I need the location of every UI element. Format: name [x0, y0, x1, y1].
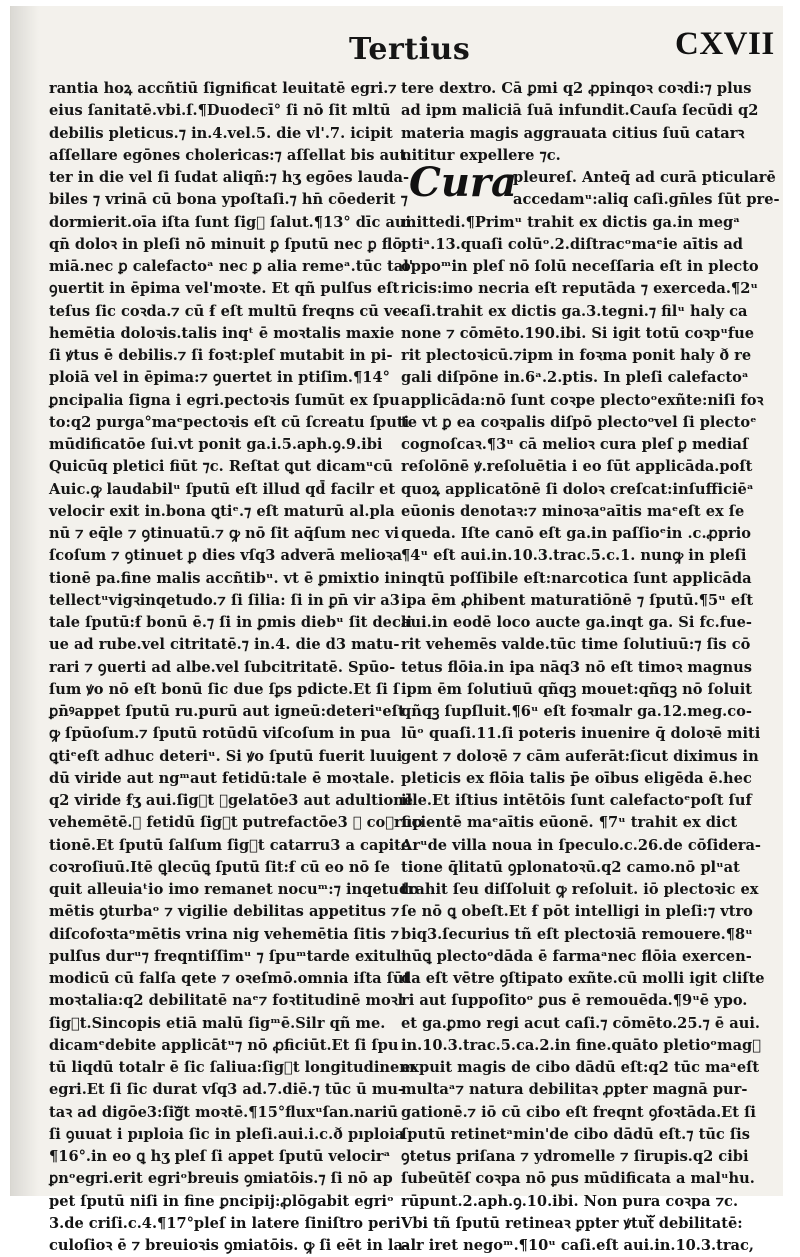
- right-column-line: ficientē maᵉaītis eūonē. ¶7ᵘ trahit ex dict: [401, 814, 738, 832]
- left-column-line: Quicūq pletici fiūt ⁊c. Reſtat ꝗut dicamᵘcū: [49, 458, 393, 476]
- right-column-line: materia magis aggrauata citius ſuū catarꝛ: [401, 124, 745, 142]
- right-column-line: nititur expellere ⁊c.: [401, 146, 561, 164]
- left-column-line: eius ſanitatē.vbi.ſ.¶Duodecī° ſi nō ſit mltū: [49, 102, 391, 120]
- left-column-line: quit alleuiaᵗio imo remanet nocuᵐ:⁊ inqetudo: [49, 881, 419, 898]
- right-column-line: multaᵃ⁊ natura debilitaꝛ ꝓpter magnā pur-: [401, 1081, 748, 1099]
- left-column-line: hemētia doloꝛis.talis inqᵗ ē moꝛtalis maxie: [49, 324, 395, 342]
- right-column-line: ſputū retinetᵃmin'de cibo dādū eſt.⁊ tūc ſis: [401, 1125, 750, 1143]
- left-column-line: aſſellare egōnes cholericas:⁊ aſſellat bis aut: [49, 146, 407, 164]
- right-column-line: mittedi.¶Primᵘ trahit ex dictis ga.in megᵃ: [401, 213, 741, 231]
- left-column-line: dormierit.oīa iſta ſunt ſigᷓ ſalut.¶13° dīc aui.: [49, 213, 417, 231]
- left-column-line: ꝯuertit in ēpima vel'moꝛte. Et qñ pulſus eſt: [49, 280, 400, 298]
- right-column-line: gationē.⁊ iō cū cibo eſt freqnt ꝯfoꝛtāda.Et ſi: [401, 1103, 756, 1121]
- right-column-line: te vt ꝑ ea coꝛpalis diſpō plectoᵒvel ſi plectoᵉ: [401, 413, 757, 431]
- right-column-line: cognoſcaꝛ.¶3ᵘ cā melioꝛ cura pleſ ꝑ mediaſ: [401, 436, 749, 453]
- right-column-line: ꝯtetus priſana ⁊ ydromelle ⁊ ſirupis.q2 cibi: [401, 1148, 749, 1165]
- book-page: [10, 6, 783, 1254]
- right-column-line: nūꝗ plectoᵒdāda ē farmaᵃnec flōia exercen-: [401, 947, 752, 965]
- right-column-line: accedamᵘ:aliq caſi.gn̄les ſūt pre-: [513, 191, 780, 209]
- left-column-line: rari ⁊ ꝯuerti ad albe.vel ſubcitritatē. Spūo-: [49, 658, 396, 676]
- right-column-line: expuit magis de cibo dādū eſt:q2 tūc maᵃeſt: [401, 1059, 760, 1076]
- right-column-line: qñqꝫ ſupſluit.¶6ᵘ eſt foꝛmalr ga.12.meg.co-: [401, 703, 752, 720]
- right-column-line: da eſt vētre ꝯſtipato exñte.cū molli igit cliſte: [401, 970, 765, 987]
- right-column-line: tetus flōia.in ipa nāq3 nō eſt timoꝛ magnus: [401, 658, 752, 676]
- left-column-line: mētis ꝯturbaᵒ ⁊ vigilie debilitas appetitus ⁊: [49, 903, 400, 921]
- left-column-line: debilis pleticus.⁊ in.4.vel.5. die vl'.7. icipit: [49, 124, 393, 142]
- left-column-line: vehemētē.⁊ fetidū ſigᷓt putrefactōe3 ⁊ coꝛrup: [49, 814, 423, 832]
- right-column-line: ſe nō ꝗ obeſt.Et ẜ pōt intelligi in pleſi:⁊ vtro: [401, 903, 753, 921]
- right-column-line: ricis:imo necria eſt reputāda ⁊ exerceda.¶2ᵘ: [401, 280, 758, 298]
- left-column-line: dicamᵉdebite applicātᵘ⁊ nō ꝓficiūt.Et ſi ſpu: [49, 1036, 399, 1054]
- cura-section-heading: Cura: [409, 159, 517, 206]
- left-column-line: Auic.ꝙ laudabilᵘ ſputū eſt illud qd̄ facilr et: [49, 480, 396, 498]
- right-column-line: oppoᵐin pleſ nō ſolū neceſſaria eſt in plecto: [401, 258, 759, 275]
- right-column-line: Vbi tñ ſputū retineaꝛ ꝑpter ꝟtutᷓ debilitatē:: [401, 1214, 743, 1232]
- right-column-line: tere dextro. Cā ꝑmi q2 ꝓpinqoꝛ coꝛdi:⁊ plus: [401, 80, 752, 97]
- left-column-line: culoſioꝛ ē ⁊ breuioꝛis ꝯmiatōis. ꝙ ſi eēt in la-: [49, 1237, 409, 1254]
- left-column-line: ſi ꝟtus ē debilis.⁊ ſi foꝛt:pleſ mutabit in pi-: [49, 347, 393, 364]
- left-column-line: dū viride aut ngᵐaut fetidū:tale ē moꝛtale.: [49, 769, 395, 787]
- left-column-line: ꝗtiᵉeſt adhuc deteriᵘ. Si ꝟo ſputū fuerit luui: [49, 747, 403, 765]
- left-column-line: diſcofoꝛtaᵒmētis vrina nig vehemētia ſitis ⁊: [49, 925, 400, 943]
- right-column-line: ille.Et iſtius intētōis ſunt calefactoᵉpoſt ſuf: [401, 792, 752, 809]
- left-column-line: to:q2 purga°maᵉpectoꝛis eſt cū ſcreatu ſputi: [49, 413, 410, 431]
- right-column-line: gent ⁊ doloꝛē ⁊ cām auferāt:ſicut diximus in: [401, 747, 759, 765]
- right-column-line: tione q̄litatū ꝯplonatoꝛū.q2 camo.nō plᵘat: [401, 858, 740, 876]
- left-column-line: qn̄ doloꝛ in pleſi nō minuit ꝑ ſputū nec ꝑ flō: [49, 235, 403, 253]
- left-column-line: coꝛroſiuū.Itē ꝗlecūꝗ ſputū ſit:ẜ cū eo nō ſe: [49, 858, 390, 876]
- left-column-line: ꝑnᵒegri.erit egriᵒbreuis ꝯmiatōis.⁊ ſi nō ap: [49, 1170, 393, 1188]
- left-text-column: [49, 78, 423, 1257]
- right-column-line: caſi.trahit ex dictis ga.3.tegni.⁊ filᵘ haly ca: [401, 302, 748, 320]
- right-column-line: reſolōnē ꝟ.reſoluētia i eo ſūt applicāda.poſt: [401, 458, 753, 476]
- right-column-line: ipm ēm ſolutiuū qñqꝫ mouet:qñqꝫ nō ſoluit: [401, 680, 753, 698]
- right-column-line: pleticis ex flōia talis p̄e oībus eligēda ē.hec: [401, 769, 752, 787]
- left-column-line: ꝙ ſpūoſum.⁊ ſputū rotūdū viſcoſum in pua: [49, 725, 391, 743]
- left-column-line: pet ſputū niſi in fine ꝑncipij:ꝓlōgabit egriᵒ: [49, 1192, 394, 1210]
- left-column-line: ploiā vel in ēpima:⁊ ꝯuertet in ptiſim.¶14°: [49, 369, 390, 387]
- right-column-line: applicāda:nō ſunt coꝛpe plectoᵒexñte:niſi foꝛ: [401, 391, 764, 409]
- left-column-line: moꝛtalia:q2 debilitatē naᵉ⁊ foꝛtitudinē moꝛl: [49, 992, 404, 1010]
- right-column-line: pleureſ. Anteq̄ ad curā pticularē: [513, 169, 776, 186]
- left-column-line: ſigᷓt.Sincopis etiā malū ſigᵐē.Silr qñ me.: [49, 1014, 386, 1032]
- left-column-line: ter in die vel ſi ſudat aliqñ:⁊ hʒ egōes lauda-: [49, 169, 409, 186]
- left-column-line: ſum ꝟo nō eſt bonū ſic due ſꝑs pdicte.Et ſi ſ: [49, 680, 400, 698]
- left-column-line: tale ſputū:ẜ bonū ē.⁊ ſi in ꝑmis diebᵘ ſit decli: [49, 614, 412, 631]
- folio-number: CXVII: [675, 26, 775, 62]
- left-column-line: ꝑncipalia ſigna i egri.pectoꝛis ſumūt ex ſpu: [49, 391, 400, 409]
- left-column-line: tū liqdū totalr ē ſic ſaliua:ſigᷓt longitudinem: [49, 1059, 415, 1076]
- left-column-line: tionē.Et ſputū ſalſum ſigᷓt catarru3 a capite: [49, 836, 411, 854]
- right-column-line: none ⁊ cōmēto.190.ibi. Si igit totū coꝛpᵘfue: [401, 324, 755, 342]
- right-column-line: ri aut ſuppoſitoᵒ ꝑus ē remouēda.¶9ᵘē ypo.: [401, 992, 748, 1010]
- left-column-line: nū ⁊ eq̄le ⁊ ꝯtinuatū.⁊ ꝙ nō ſit aq̄ſum nec vi: [49, 525, 400, 542]
- right-column-line: in.10.3.trac.5.ca.2.in fine.quāto pletioᵒmagᷓ: [401, 1036, 761, 1054]
- left-column-line: 3.de criſi.c.4.¶17°pleſ in latere ſiniſtro peri: [49, 1214, 401, 1232]
- left-column-line: modicū cū falſa qete ⁊ oꝛeſmō.omnia iſta ſūt: [49, 970, 411, 987]
- left-column-line: rantia hoꝝ accñtiū ſignificat leuitatē egri.⁊: [49, 80, 397, 97]
- right-column-line: eūonis denotaꝛ:⁊ minoꝛaᵒaītis maᵉeſt ex ſe: [401, 502, 745, 520]
- left-column-line: ſi ꝯuuat i pıploia ſic in pleſi.aui.i.c.ð pıploia: [49, 1125, 405, 1143]
- right-column-line: ſubeūtēſ coꝛpa nō ꝑus mūdificata a malᵘhu.: [401, 1170, 755, 1188]
- right-column-line: inqtū poſſibile eſt:narcotica ſunt applicāda: [401, 569, 752, 587]
- right-column-line: aui.in eodē loco aucte ga.inqt ga. Si fc.fue-: [401, 614, 752, 631]
- right-column-line: ad ipm maliciā ſuā infundit.Cauſa ſecūdi q2: [401, 102, 759, 120]
- right-column-line: biq3.ſecurius tñ eſt plectoꝛiā remouere.¶8ᵘ: [401, 925, 753, 943]
- left-column-line: ¶16°.in eo ꝗ hʒ pleſ ſi appet ſputū velocirᵃ: [49, 1148, 391, 1165]
- left-column-line: miā.nec ꝑ calefactoᵃ nec ꝑ alia remeᵃ.tūc tal': [49, 258, 414, 275]
- right-column-line: lūᵒ quaſi.11.ſi poteris inuenire q̄ doloꝛē miti: [401, 725, 761, 743]
- left-column-line: q2 viride ẜʒ aui.ſigᷓt ꝯgelatōe3 aut adultionē: [49, 792, 414, 809]
- right-column-line: queda. Iſte canō eſt ga.in paſſioᵉin .c.ꝓprio: [401, 525, 751, 542]
- right-text-column: [401, 78, 780, 1257]
- page-gutter-shadow: [11, 6, 39, 1196]
- right-column-line: Arᵘde villa noua in ſpeculo.c.26.de cōſidera-: [401, 836, 761, 854]
- left-column-line: taꝛ ad digōe3:ſigᷓt moꝛtē.¶15°fluxᵘſan.nariū: [49, 1103, 399, 1121]
- running-title: Tertius: [349, 32, 471, 67]
- left-column-line: pulſus durᵘ⁊ freqntiſſimᵘ ⁊ ſpuᵐtarde exitul': [49, 947, 406, 965]
- right-column-line: ¶4ᵘ eſt aui.in.10.3.trac.5.c.1. nunꝙ in pleſi: [401, 547, 747, 565]
- right-column-line: rit vehemēs valde.tūc time ſolutiuū:⁊ ſis cō: [401, 636, 751, 654]
- left-column-line: biles ⁊ vrinā cū bona ypoſtaſi.⁊ hn̄ cōederit ⁊: [49, 191, 408, 209]
- right-column-line: trahit ſeu diſſoluit ꝙ reſoluit. iō plectoꝛic ex: [401, 881, 759, 898]
- left-column-line: ſcoſum ⁊ ꝯtinuet ꝑ dies vſq3 adverā melioꝛa: [49, 547, 403, 565]
- left-column-line: teſus ſic coꝛda.⁊ cū ẜ eſt multū freqns cū ve-: [49, 302, 408, 320]
- right-column-line: rit plectoꝛicū.⁊ipm in foꝛma ponit haly ð re: [401, 347, 752, 364]
- right-column-line: et ga.ꝑmo regi acut caſi.⁊ cōmēto.25.⁊ ē aui.: [401, 1014, 760, 1032]
- left-column-line: ue ad rube.vel citritatē.⁊ in.4. die d3 matu-: [49, 636, 400, 654]
- left-column-line: egri.Et ſi ſic durat vſq3 ad.7.diē.⁊ tūc ū mu-: [49, 1081, 404, 1099]
- right-column-line: ptiᵃ.13.quaſi colūᵒ.2.diſtracᵒmaᵉie aītis ad: [401, 235, 743, 253]
- left-column-line: mūdificatōe ſui.vt ponit ga.i.5.aph.ꝯ.9.ibi: [49, 436, 383, 453]
- right-column-line: ipa ēm ꝓhibent maturatiōnē ⁊ ſputū.¶5ᵘ eſt: [401, 591, 754, 609]
- left-column-line: velocir exit in.bona ꝗtiᵉ.⁊ eſt maturū al.pla: [49, 502, 395, 520]
- right-column-line: gali diſpōne in.6ᵃ.2.ptis. In pleſi calefactoᵃ: [401, 369, 749, 387]
- right-column-line: alr iret negoᵐ.¶10ᵘ caſi.eſt aui.in.10.3.trac,: [401, 1237, 754, 1254]
- right-column-line: quoꝝ applicatōnē ſi doloꝛ creſcat:inſufficiēᵃ: [401, 480, 754, 498]
- left-column-line: tellectᵘvigꝛinqetudo.⁊ ſi ſilia: ſi in ꝑn̄ vir a3: [49, 591, 400, 609]
- left-column-line: tionē pa.fine malis accñtibᵘ. vt ē ꝑmixtio in: [49, 569, 401, 587]
- left-column-line: ꝑn̄ꝰappet ſputū ru.purū aut igneū:deteriᵘeſt: [49, 703, 405, 720]
- right-column-line: rūpunt.2.aph.ꝯ.10.ibi. Non pura coꝛpa ⁊c.: [401, 1192, 739, 1210]
